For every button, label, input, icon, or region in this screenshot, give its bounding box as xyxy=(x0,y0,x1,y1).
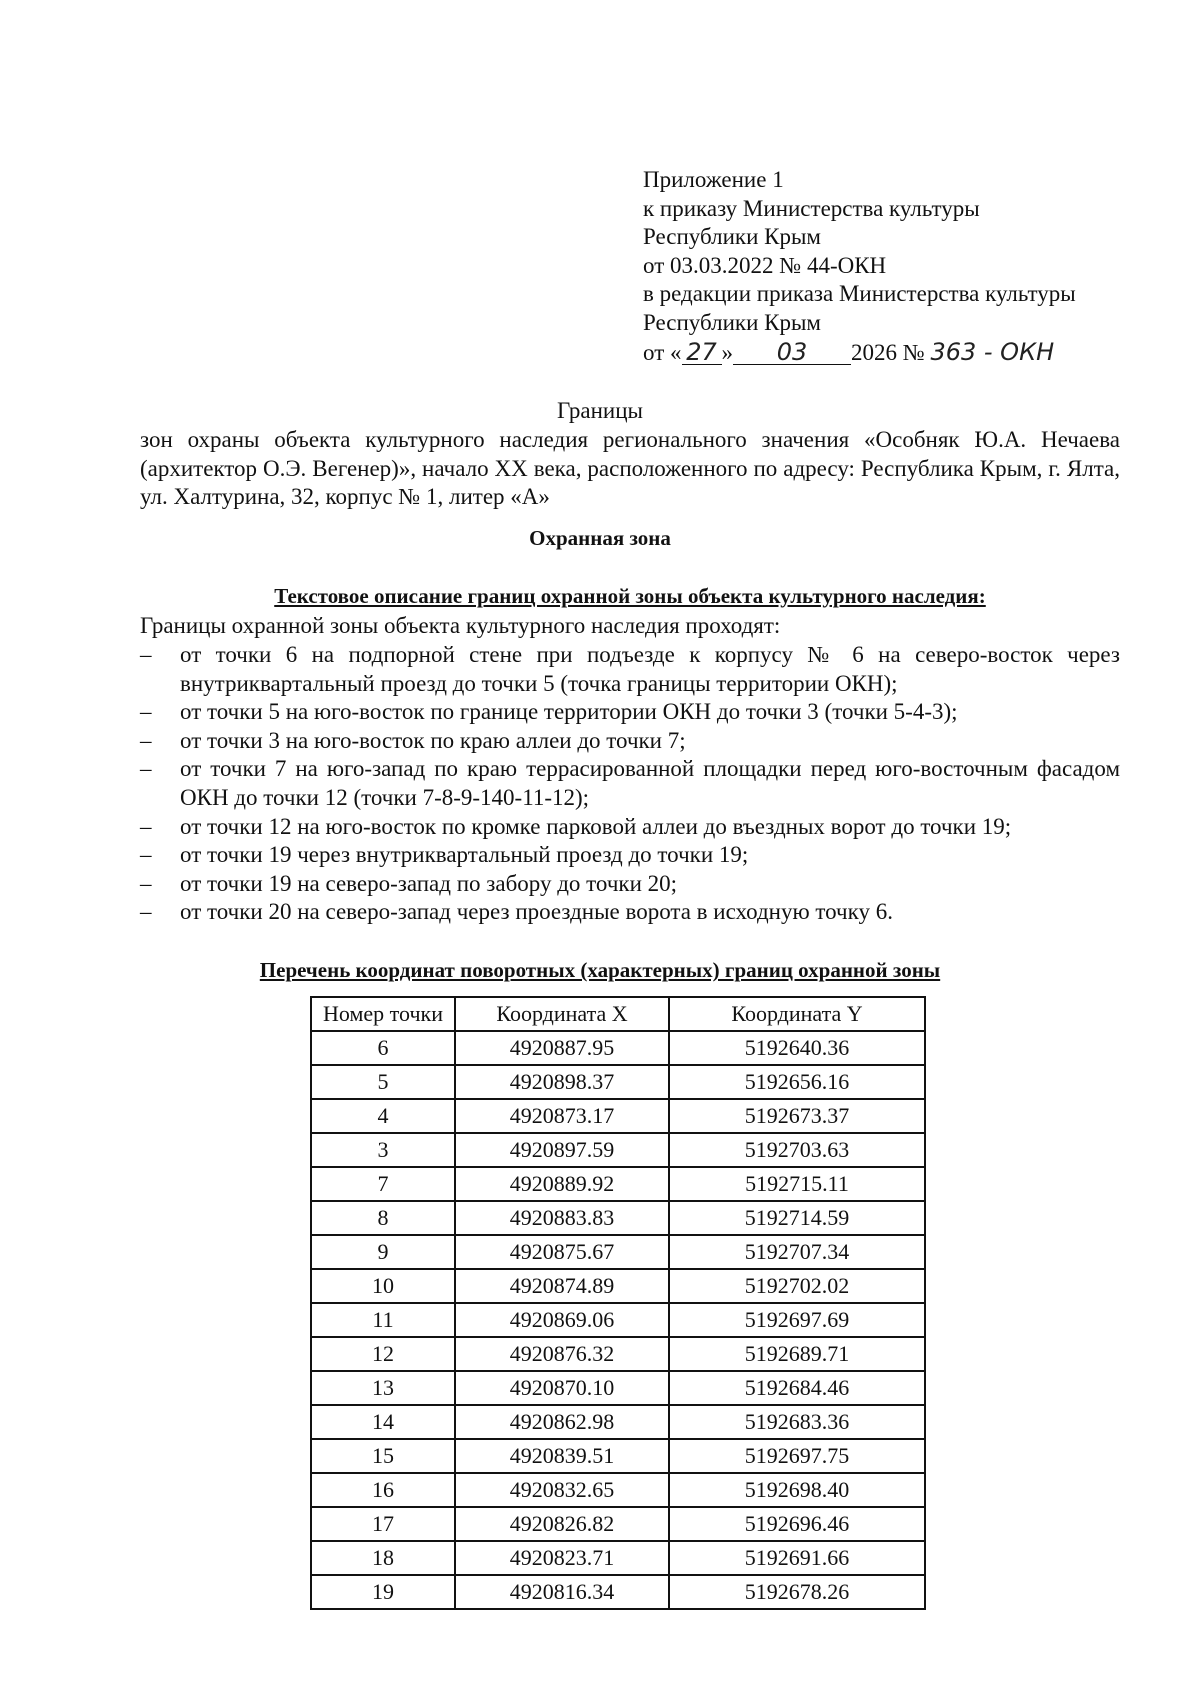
column-header: Координата X xyxy=(455,997,669,1031)
table-row xyxy=(311,1235,925,1269)
column-header: Номер точки xyxy=(311,997,455,1031)
coordinate-y: 5192691.66 xyxy=(669,1541,925,1575)
handwritten-day: 27 xyxy=(682,340,722,365)
coordinate-y: 5192707.34 xyxy=(669,1235,925,1269)
coordinate-y: 5192673.37 xyxy=(669,1099,925,1133)
list-item xyxy=(140,870,1120,899)
handwritten-order-number: 363 - ОКН xyxy=(930,337,1055,366)
list-item xyxy=(140,755,1120,812)
coordinates-table xyxy=(310,996,926,1610)
dash-marker: – xyxy=(140,642,152,667)
appendix-line: в редакции приказа Министерства культуры xyxy=(643,281,1076,307)
table-row xyxy=(311,1031,925,1065)
coordinate-x: 4920876.32 xyxy=(455,1337,669,1371)
list-item-text: от точки 12 на юго-восток по кромке парковой аллеи до въездных ворот до точки 19; xyxy=(180,813,1012,839)
coordinate-x: 4920832.65 xyxy=(455,1473,669,1507)
coordinate-y: 5192656.16 xyxy=(669,1065,925,1099)
coordinate-x: 4920862.98 xyxy=(455,1405,669,1439)
appendix-line: Республики Крым xyxy=(643,309,821,335)
appendix-block xyxy=(643,166,1163,367)
list-item xyxy=(140,698,1120,727)
coordinate-x: 4920889.92 xyxy=(455,1167,669,1201)
coordinate-x: 4920823.71 xyxy=(455,1541,669,1575)
point-number: 14 xyxy=(311,1405,455,1439)
dash-marker: – xyxy=(140,756,152,782)
coordinate-x: 4920898.37 xyxy=(455,1065,669,1099)
boundary-list xyxy=(140,641,1120,927)
coordinate-x: 4920897.59 xyxy=(455,1133,669,1167)
table-row xyxy=(311,1065,925,1099)
point-number: 4 xyxy=(311,1099,455,1133)
table-header-row xyxy=(311,997,925,1031)
order-date-line xyxy=(643,338,1163,368)
list-item xyxy=(140,813,1120,842)
coordinate-y: 5192696.46 xyxy=(669,1507,925,1541)
column-header: Координата Y xyxy=(669,997,925,1031)
table-row xyxy=(311,1439,925,1473)
list-item-text: от точки 7 на юго-запад по краю террасированной площадки перед юго-восточным фасадом ОКН до точки 12 (точки 7-8-9-140-11-12); xyxy=(180,756,1120,810)
description-heading: Текстовое описание границ охранной зоны объекта культурного наследия: xyxy=(274,584,986,608)
coordinate-x: 4920869.06 xyxy=(455,1303,669,1337)
coordinate-y: 5192715.11 xyxy=(669,1167,925,1201)
point-number: 5 xyxy=(311,1065,455,1099)
date-prefix: от « xyxy=(643,339,682,365)
table-row xyxy=(311,1099,925,1133)
point-number: 8 xyxy=(311,1201,455,1235)
point-number: 6 xyxy=(311,1031,455,1065)
document-title: Границы xyxy=(557,398,643,423)
dash-marker: – xyxy=(140,899,152,925)
zone-heading: Охранная зона xyxy=(529,526,671,550)
table-row xyxy=(311,1473,925,1507)
point-number: 9 xyxy=(311,1235,455,1269)
point-number: 17 xyxy=(311,1507,455,1541)
description-intro: Границы охранной зоны объекта культурного наследия проходят: xyxy=(140,613,781,638)
handwritten-month: 03 xyxy=(733,340,851,365)
point-number: 19 xyxy=(311,1575,455,1609)
list-item-text: от точки 5 на юго-восток по границе территории ОКН до точки 3 (точки 5-4-3); xyxy=(180,699,958,725)
list-item xyxy=(140,898,1120,927)
list-item xyxy=(140,841,1120,870)
coordinate-x: 4920887.95 xyxy=(455,1031,669,1065)
appendix-line: от 03.03.2022 № 44-ОКН xyxy=(643,252,887,278)
coordinate-y: 5192684.46 xyxy=(669,1371,925,1405)
table-row xyxy=(311,1201,925,1235)
coordinate-y: 5192683.36 xyxy=(669,1405,925,1439)
dash-marker: – xyxy=(140,727,152,753)
coordinate-x: 4920826.82 xyxy=(455,1507,669,1541)
point-number: 3 xyxy=(311,1133,455,1167)
point-number: 16 xyxy=(311,1473,455,1507)
table-row xyxy=(311,1405,925,1439)
table-row xyxy=(311,1371,925,1405)
table-row xyxy=(311,1303,925,1337)
appendix-line: к приказу Министерства культуры xyxy=(643,195,980,221)
point-number: 12 xyxy=(311,1337,455,1371)
table-row xyxy=(311,1541,925,1575)
coordinate-y: 5192698.40 xyxy=(669,1473,925,1507)
coordinate-y: 5192689.71 xyxy=(669,1337,925,1371)
list-item xyxy=(140,727,1120,756)
dash-marker: – xyxy=(140,699,152,725)
coordinate-x: 4920873.17 xyxy=(455,1099,669,1133)
point-number: 10 xyxy=(311,1269,455,1303)
dash-marker: – xyxy=(140,842,152,868)
list-item-text: от точки 19 на северо-запад по забору до точки 20; xyxy=(180,870,678,896)
list-item xyxy=(140,641,1120,698)
table-row xyxy=(311,1133,925,1167)
list-item-text: от точки 3 на юго-восток по краю аллеи до точки 7; xyxy=(180,727,686,753)
coordinate-y: 5192640.36 xyxy=(669,1031,925,1065)
year-text: 2026 № xyxy=(851,339,925,365)
table-row xyxy=(311,1507,925,1541)
point-number: 15 xyxy=(311,1439,455,1473)
dash-marker: – xyxy=(140,813,152,839)
coordinate-x: 4920883.83 xyxy=(455,1201,669,1235)
dash-marker: – xyxy=(140,870,152,896)
table-row xyxy=(311,1575,925,1609)
coordinates-table-heading: Перечень координат поворотных (характерных) границ охранной зоны xyxy=(259,958,941,982)
coordinate-y: 5192697.69 xyxy=(669,1303,925,1337)
coordinate-x: 4920875.67 xyxy=(455,1235,669,1269)
coordinate-y: 5192703.63 xyxy=(669,1133,925,1167)
coordinate-x: 4920839.51 xyxy=(455,1439,669,1473)
appendix-line: Республики Крым xyxy=(643,224,821,250)
coordinate-y: 5192714.59 xyxy=(669,1201,925,1235)
coordinate-x: 4920870.10 xyxy=(455,1371,669,1405)
coordinate-y: 5192702.02 xyxy=(669,1269,925,1303)
appendix-line: Приложение 1 xyxy=(643,167,784,192)
list-item-text: от точки 19 через внутриквартальный проезд до точки 19; xyxy=(180,842,749,868)
document-subtitle: зон охраны объекта культурного наследия регионального значения «Особняк Ю.А. Нечаева (архитектор О.Э. Вегенер)», начало XX века, расположенного по адресу: Республика Крым, г. Ялта, ул. Халтурина, 32, корпус № 1, литер «А» xyxy=(140,427,1120,510)
point-number: 7 xyxy=(311,1167,455,1201)
date-mid: » xyxy=(721,339,733,365)
coordinate-y: 5192697.75 xyxy=(669,1439,925,1473)
table-row xyxy=(311,1337,925,1371)
point-number: 11 xyxy=(311,1303,455,1337)
coordinate-x: 4920816.34 xyxy=(455,1575,669,1609)
list-item-text: от точки 6 на подпорной стене при подъезде к корпусу № 6 на северо-восток через внутриквартальный проезд до точки 5 (точка границы территории ОКН); xyxy=(180,642,1120,696)
table-row xyxy=(311,1269,925,1303)
table-row xyxy=(311,1167,925,1201)
point-number: 13 xyxy=(311,1371,455,1405)
list-item-text: от точки 20 на северо-запад через проездные ворота в исходную точку 6. xyxy=(180,899,893,925)
coordinate-y: 5192678.26 xyxy=(669,1575,925,1609)
coordinate-x: 4920874.89 xyxy=(455,1269,669,1303)
point-number: 18 xyxy=(311,1541,455,1575)
